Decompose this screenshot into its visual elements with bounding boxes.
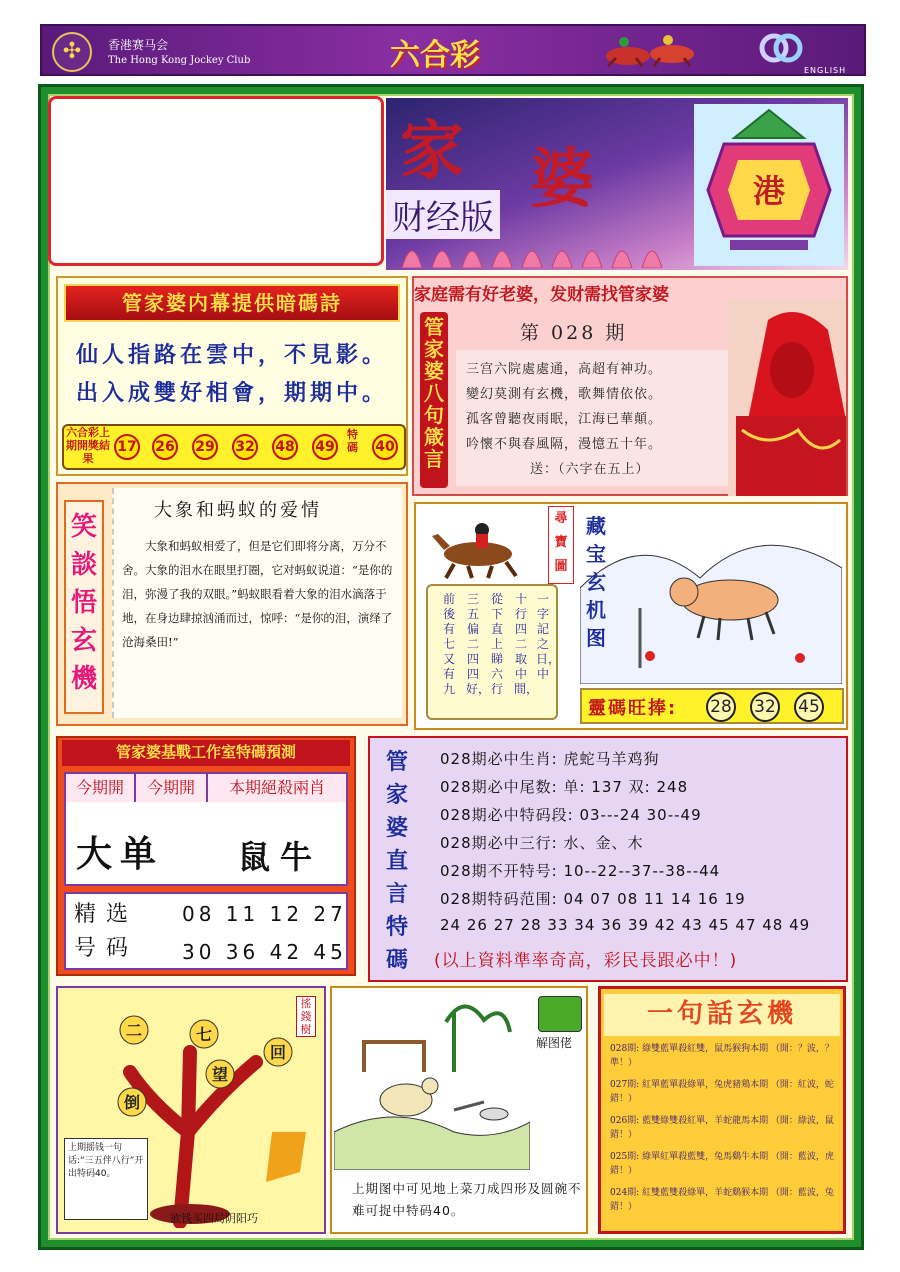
- phrase-line: 024期: 紅雙藍雙殺綠單，羊蛇鷄猴本期 （開：藍波，兔錯！）: [610, 1188, 834, 1212]
- scroll-column: 從下直上睇六行: [490, 592, 503, 696]
- lucky-ball: 28: [706, 692, 736, 722]
- blank-notice-box: [48, 96, 384, 266]
- eight-poem-hint: 送：（六字在五上）: [530, 462, 650, 477]
- result-ball: 48: [272, 434, 298, 460]
- joke-text: 大象和蚂蚁相爱了，但是它们即将分离，万分不舍。大象的泪水在眼里打圈，它对蚂蚁说道：“是你的泪，弥漫了我的双眼。”蚂蚁眼看着大象的泪水滴落于地，在身边肆掠汹涌而过，惊呼：“是你的泪，演绎了沧海桑田!”: [122, 539, 393, 649]
- forecast-big-small: 大单: [76, 833, 165, 875]
- scroll-column: 前後有七又有九: [442, 592, 455, 696]
- money-tree-caption: 欲钱买四局阴阳巧: [170, 1212, 258, 1225]
- phrase-line: 026期: 藍雙綠雙殺紅單，羊蛇龍馬本期 （開：綠波，鼠錯！）: [610, 1116, 834, 1140]
- mark-six-logo-icon[interactable]: [758, 32, 804, 64]
- page-title: 六合彩: [390, 38, 480, 73]
- special-ball: 40: [372, 434, 398, 460]
- eight-poem-side-title: 管家婆八句箴言: [420, 312, 448, 488]
- eight-poem-header: 家庭需有好老婆，发财需找管家婆: [414, 285, 669, 305]
- result-ball: 17: [114, 434, 140, 460]
- puzzle-picture-icon: [334, 992, 530, 1170]
- picks-row-1: 08 11 12 27: [182, 902, 347, 926]
- direct-line-4: 028期必中三行: 水、金、木: [440, 834, 644, 852]
- lotus-flowers-icon: [392, 232, 692, 268]
- racing-horses-icon: [602, 30, 702, 74]
- tree-fruit: 七: [195, 1025, 213, 1044]
- eight-poem-line-1: 三宫六院處處通，高超有神功。: [466, 362, 663, 377]
- scroll-column: 一字記之日，中: [536, 592, 561, 681]
- direct-line-5: 028期不开特号: 10--22--37--38--44: [440, 862, 721, 880]
- lantern-icon: [694, 104, 844, 266]
- treasure-badge: 尋寶圖: [548, 506, 574, 584]
- horse-rider-icon: [428, 514, 528, 580]
- org-name-en: The Hong Kong Jockey Club: [108, 55, 251, 66]
- joke-title: 大象和蚂蚁的爱情: [154, 500, 322, 521]
- phrase-line: 027期: 紅單藍單殺綠單，兔虎豬鶏本期 （開：紅波，蛇錯！）: [610, 1080, 834, 1104]
- lucky-numbers-label: 靈碼旺捧:: [588, 698, 678, 719]
- money-tree-badge: 搖錢樹: [296, 996, 316, 1037]
- direct-speech-side-title: 管家婆直言特碼: [385, 749, 408, 973]
- lucky-ball: 32: [750, 692, 780, 722]
- result-ball: 49: [312, 434, 338, 460]
- forecast-head-3: 本期絕殺兩肖: [208, 774, 346, 802]
- picks-label: 精选号码: [74, 902, 139, 961]
- lucky-ball: 45: [794, 692, 824, 722]
- banner-title-char-1: 家: [400, 114, 464, 189]
- header-bar: [40, 24, 866, 76]
- tree-fruit: 倒: [123, 1093, 141, 1112]
- direct-line-1: 028期必中生肖: 虎蛇马羊鸡狗: [440, 750, 660, 768]
- puzzle-solver-label: 解图佬: [536, 1036, 573, 1050]
- one-phrase-title: 一句話玄機: [604, 994, 840, 1036]
- forecast-kill-zodiacs: 鼠牛: [238, 838, 323, 876]
- poem-line-1: 仙人指路在雲中，不見影。: [76, 342, 389, 368]
- forecast-head-2: 今期開: [136, 774, 208, 802]
- direct-line-6: 028期特码范围: 04 07 08 11 14 16 19: [440, 890, 746, 908]
- eight-poem-line-3: 孤客曾聽夜雨眠，江海已華顛。: [466, 412, 663, 427]
- result-ball: 29: [192, 434, 218, 460]
- puzzle-caption: 上期图中可见地上菜刀成四形及圆碗不难可捉中特码40。: [352, 1181, 582, 1218]
- direct-line-2: 028期必中尾数: 单: 137 双: 248: [440, 778, 689, 796]
- treasure-map-label: 藏宝玄机图: [586, 514, 606, 650]
- banner-subtitle: 财经版: [386, 190, 500, 239]
- eight-poem-line-4: 吟懷不與春風隔，漫憶五十年。: [466, 437, 663, 452]
- puzzle-solver-icon[interactable]: [538, 996, 582, 1032]
- result-ball: 26: [152, 434, 178, 460]
- tree-fruit: 回: [269, 1043, 287, 1062]
- scroll-column: 十行四二取中間，: [514, 592, 539, 696]
- bride-image-icon: [728, 300, 846, 496]
- english-link[interactable]: ENGLISH: [804, 66, 847, 75]
- scroll-column: 三五偏二四四好，: [466, 592, 491, 696]
- dog-landscape-icon: [580, 508, 842, 684]
- money-tree-note: 上期摇钱一句话:“三五伴八行”开出特码40。: [64, 1138, 148, 1220]
- issue-number: 第 028 期: [520, 322, 628, 344]
- forecast-title: 管家婆基戰工作室特碼預測: [62, 740, 350, 766]
- tree-fruit: 二: [125, 1021, 143, 1040]
- phrase-line: 025期: 綠單紅單殺藍雙，兔馬鷄牛本期 （開：藍波，虎錯！）: [610, 1152, 834, 1176]
- picks-row-2: 30 36 42 45: [182, 940, 347, 964]
- joke-side-title: 笑談悟玄機: [64, 500, 104, 714]
- banner-title-char-2: 婆: [530, 142, 594, 217]
- hkjc-logo-icon[interactable]: ✣: [52, 32, 92, 72]
- direct-footer: (以上資料準率奇高，彩民長跟必中！): [434, 951, 738, 971]
- eight-poem-line-2: 變幻莫測有玄機，歌舞情依依。: [466, 387, 663, 402]
- lantern-char: 港: [752, 172, 786, 210]
- forecast-head-1: 今期開: [66, 774, 136, 802]
- poem-line-2: 出入成雙好相會，期期中。: [76, 380, 389, 406]
- direct-line-3: 028期必中特码段: 03---24 30--49: [440, 806, 702, 824]
- direct-line-7: 24 26 27 28 33 34 36 39 42 43 45 47 48 49: [440, 916, 811, 934]
- last-draw-label: 六合彩上期開獎結果: [66, 426, 110, 465]
- tree-fruit: 望: [211, 1065, 229, 1084]
- phrase-line: 028期: 綠雙藍單殺紅雙，鼠馬猴狗本期 （開：？波，？準！）: [610, 1044, 834, 1068]
- result-ball: 32: [232, 434, 258, 460]
- secret-poem-title: 管家婆内幕提供暗碼詩: [64, 284, 400, 322]
- special-number-label: 特碼: [347, 428, 358, 454]
- org-name-cn: 香港赛马会: [108, 38, 169, 52]
